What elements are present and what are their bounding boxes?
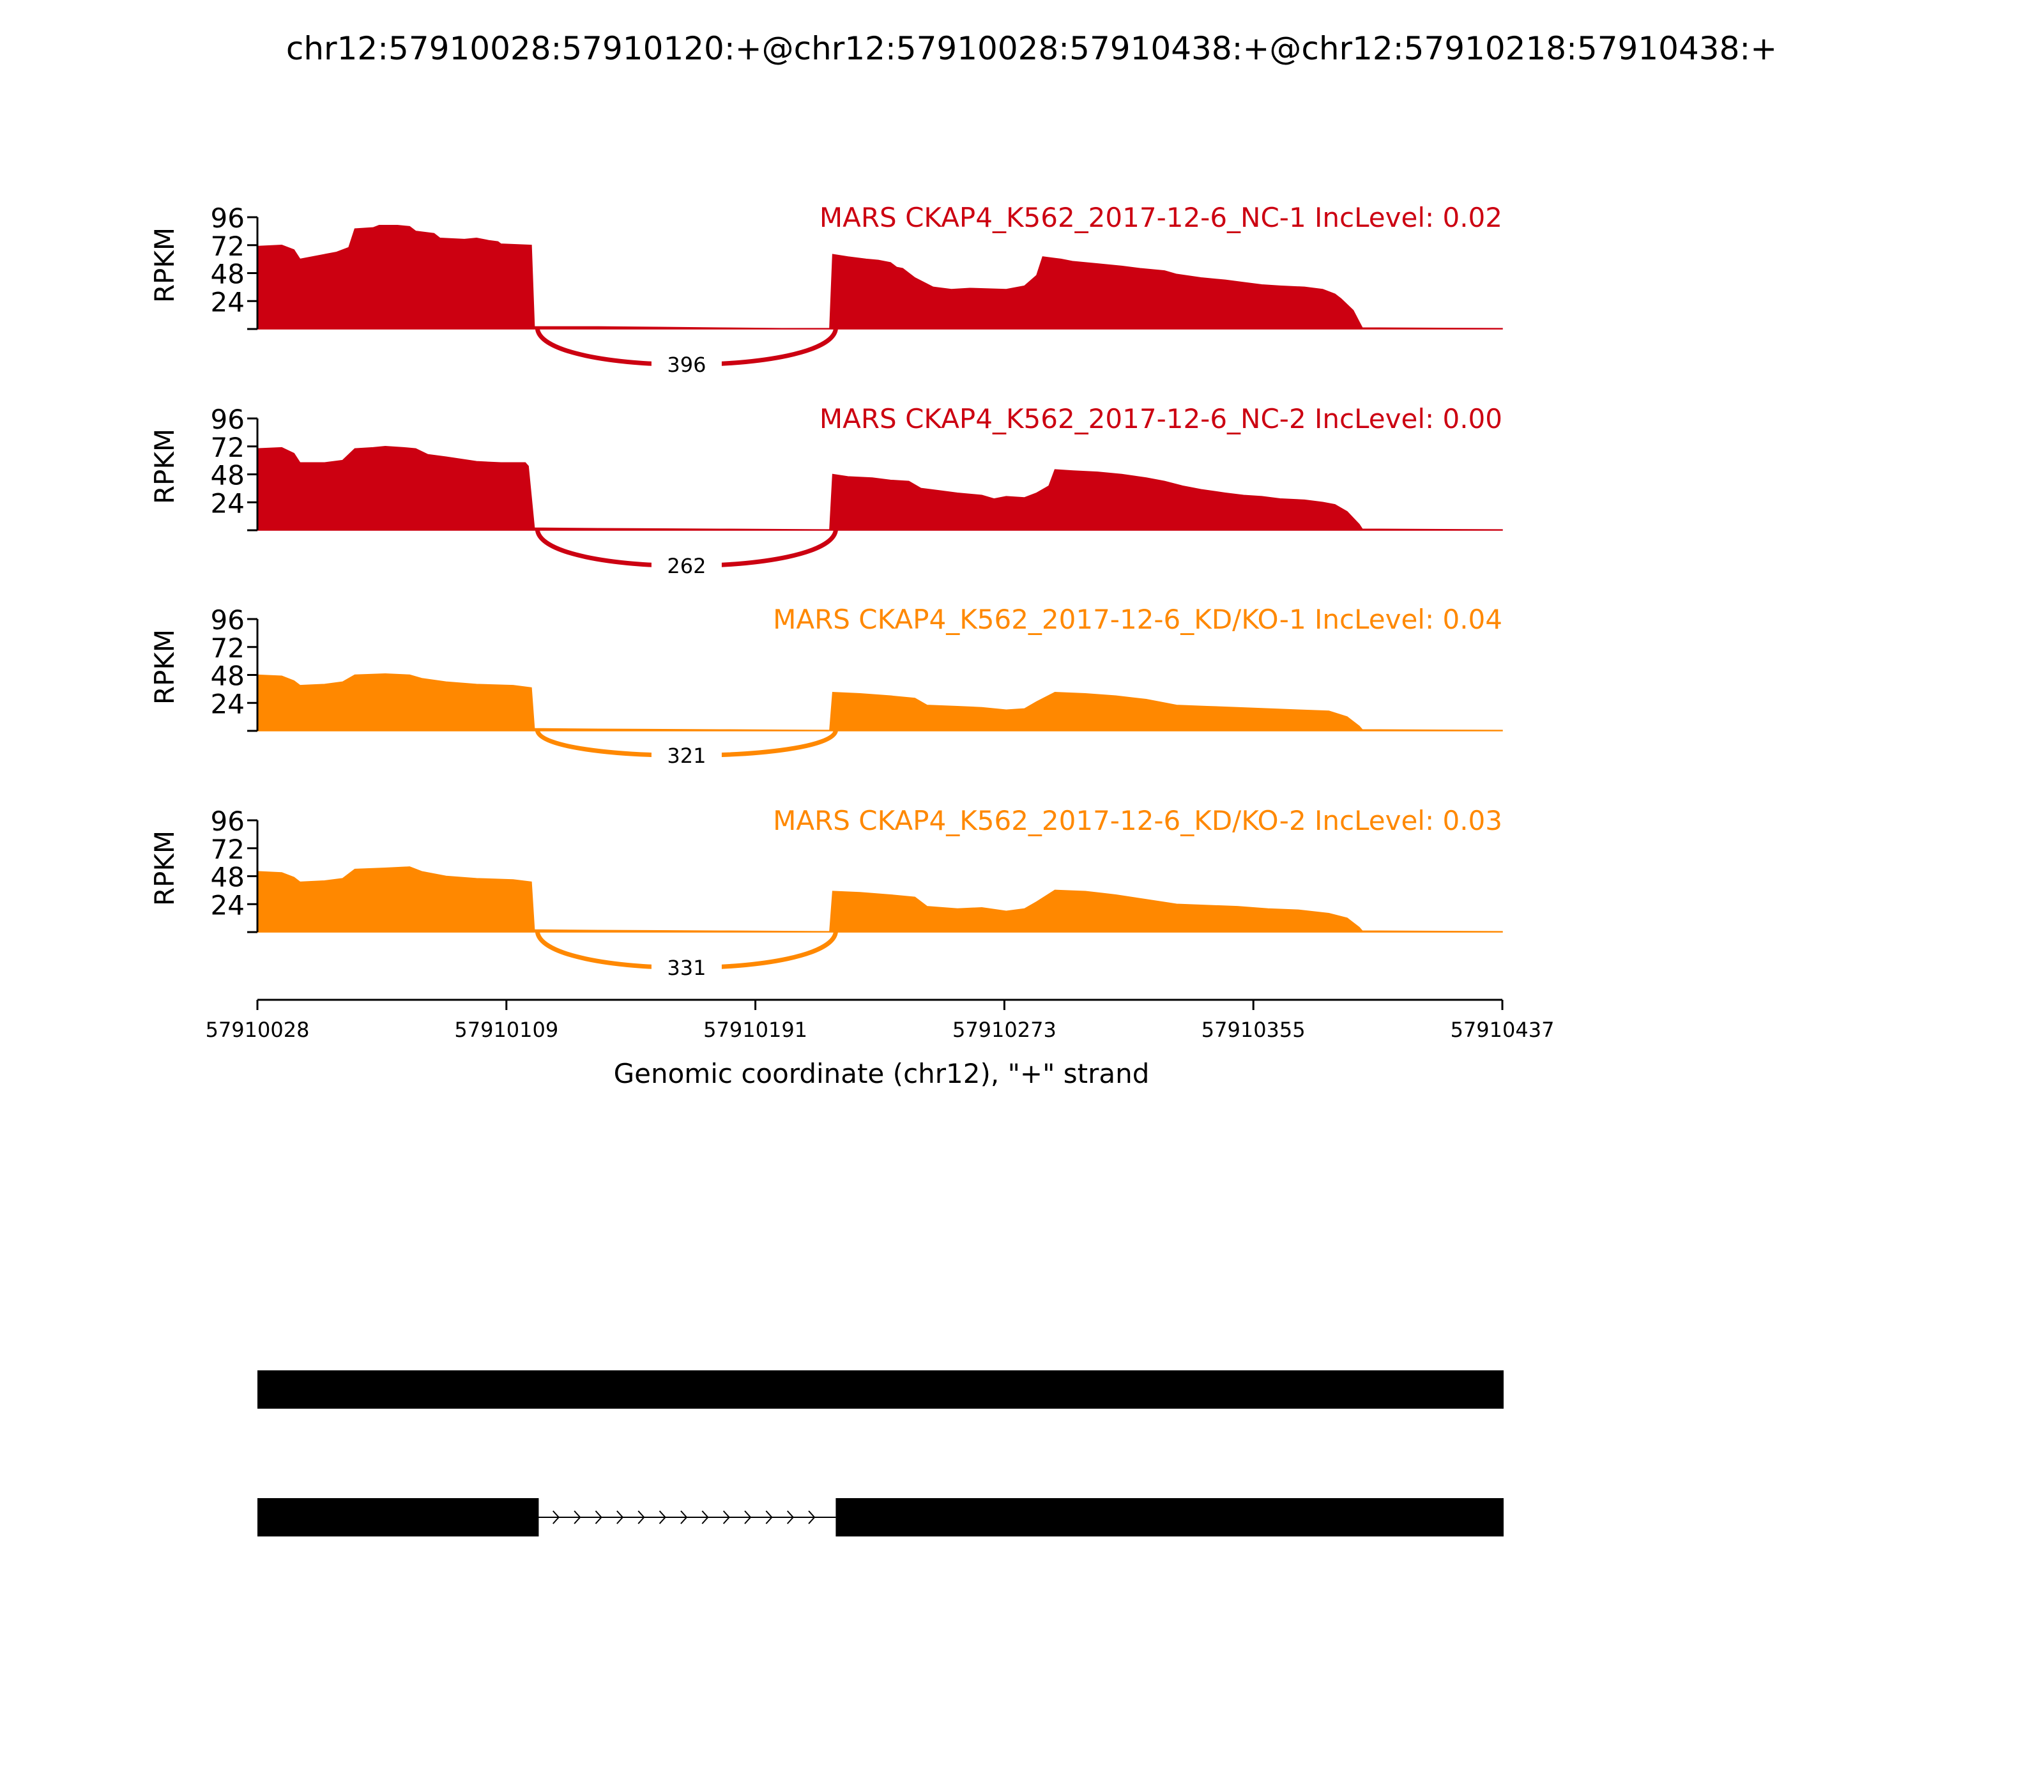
coverage-panel — [149, 805, 1502, 980]
x-tick-label: 57910273 — [952, 1018, 1056, 1042]
series-label: MARS CKAP4_K562_2017-12-6_NC-2 IncLevel: 0.00 — [819, 403, 1502, 434]
x-tick-label: 57910109 — [454, 1018, 559, 1042]
exon-block — [835, 1498, 1504, 1536]
y-axis-label: RPKM — [149, 428, 180, 505]
x-tick-label: 57910191 — [703, 1018, 808, 1042]
series-label: MARS CKAP4_K562_2017-12-6_NC-1 IncLevel: 0.02 — [819, 202, 1502, 233]
junction-count: 396 — [667, 353, 706, 377]
y-axis-label: RPKM — [149, 629, 180, 705]
x-tick-label: 57910028 — [205, 1018, 310, 1042]
series-label: MARS CKAP4_K562_2017-12-6_KD/KO-2 IncLevel: 0.03 — [773, 805, 1502, 836]
junction-count: 331 — [667, 956, 706, 980]
y-axis-label: RPKM — [149, 830, 180, 907]
coverage-area — [257, 674, 1502, 731]
y-tick-label: 24 — [210, 889, 245, 921]
series-label: MARS CKAP4_K562_2017-12-6_KD/KO-1 IncLevel: 0.04 — [773, 604, 1502, 635]
y-tick-label: 96 — [210, 203, 245, 234]
y-tick-label: 96 — [210, 404, 245, 435]
coverage-panel — [149, 202, 1502, 377]
junction-count: 262 — [667, 554, 706, 578]
y-tick-label: 24 — [210, 688, 245, 720]
junction-count: 321 — [667, 744, 706, 768]
y-tick-label: 48 — [210, 660, 245, 692]
isoform — [257, 1498, 1504, 1536]
y-tick-label: 96 — [210, 604, 245, 636]
y-tick-label: 48 — [210, 459, 245, 491]
y-tick-label: 48 — [210, 861, 245, 893]
isoform — [257, 1370, 1504, 1409]
y-tick-label: 24 — [210, 487, 245, 519]
coverage-area — [257, 447, 1502, 530]
exon-block — [257, 1498, 538, 1536]
x-tick-label: 57910355 — [1201, 1018, 1306, 1042]
y-tick-label: 72 — [210, 632, 245, 664]
coverage-panels — [149, 202, 1502, 980]
chart-title: chr12:57910028:57910120:+@chr12:57910028:57910438:+@chr12:57910218:57910438:+ — [286, 30, 1778, 67]
y-tick-label: 96 — [210, 806, 245, 837]
exon-block — [257, 1370, 1504, 1409]
y-tick-label: 24 — [210, 286, 245, 318]
coverage-area — [257, 226, 1502, 329]
isoform-track — [257, 1370, 1504, 1536]
y-tick-label: 72 — [210, 833, 245, 865]
coverage-panel — [149, 403, 1502, 578]
x-axis — [206, 1000, 1555, 1042]
coverage-area — [257, 867, 1502, 932]
y-tick-label: 72 — [210, 230, 245, 262]
y-tick-label: 48 — [210, 258, 245, 290]
x-axis-label: Genomic coordinate (chr12), "+" strand — [613, 1058, 1150, 1089]
y-tick-label: 72 — [210, 431, 245, 463]
x-tick-label: 57910437 — [1450, 1018, 1555, 1042]
y-axis-label: RPKM — [149, 227, 180, 303]
coverage-panel — [149, 604, 1502, 768]
